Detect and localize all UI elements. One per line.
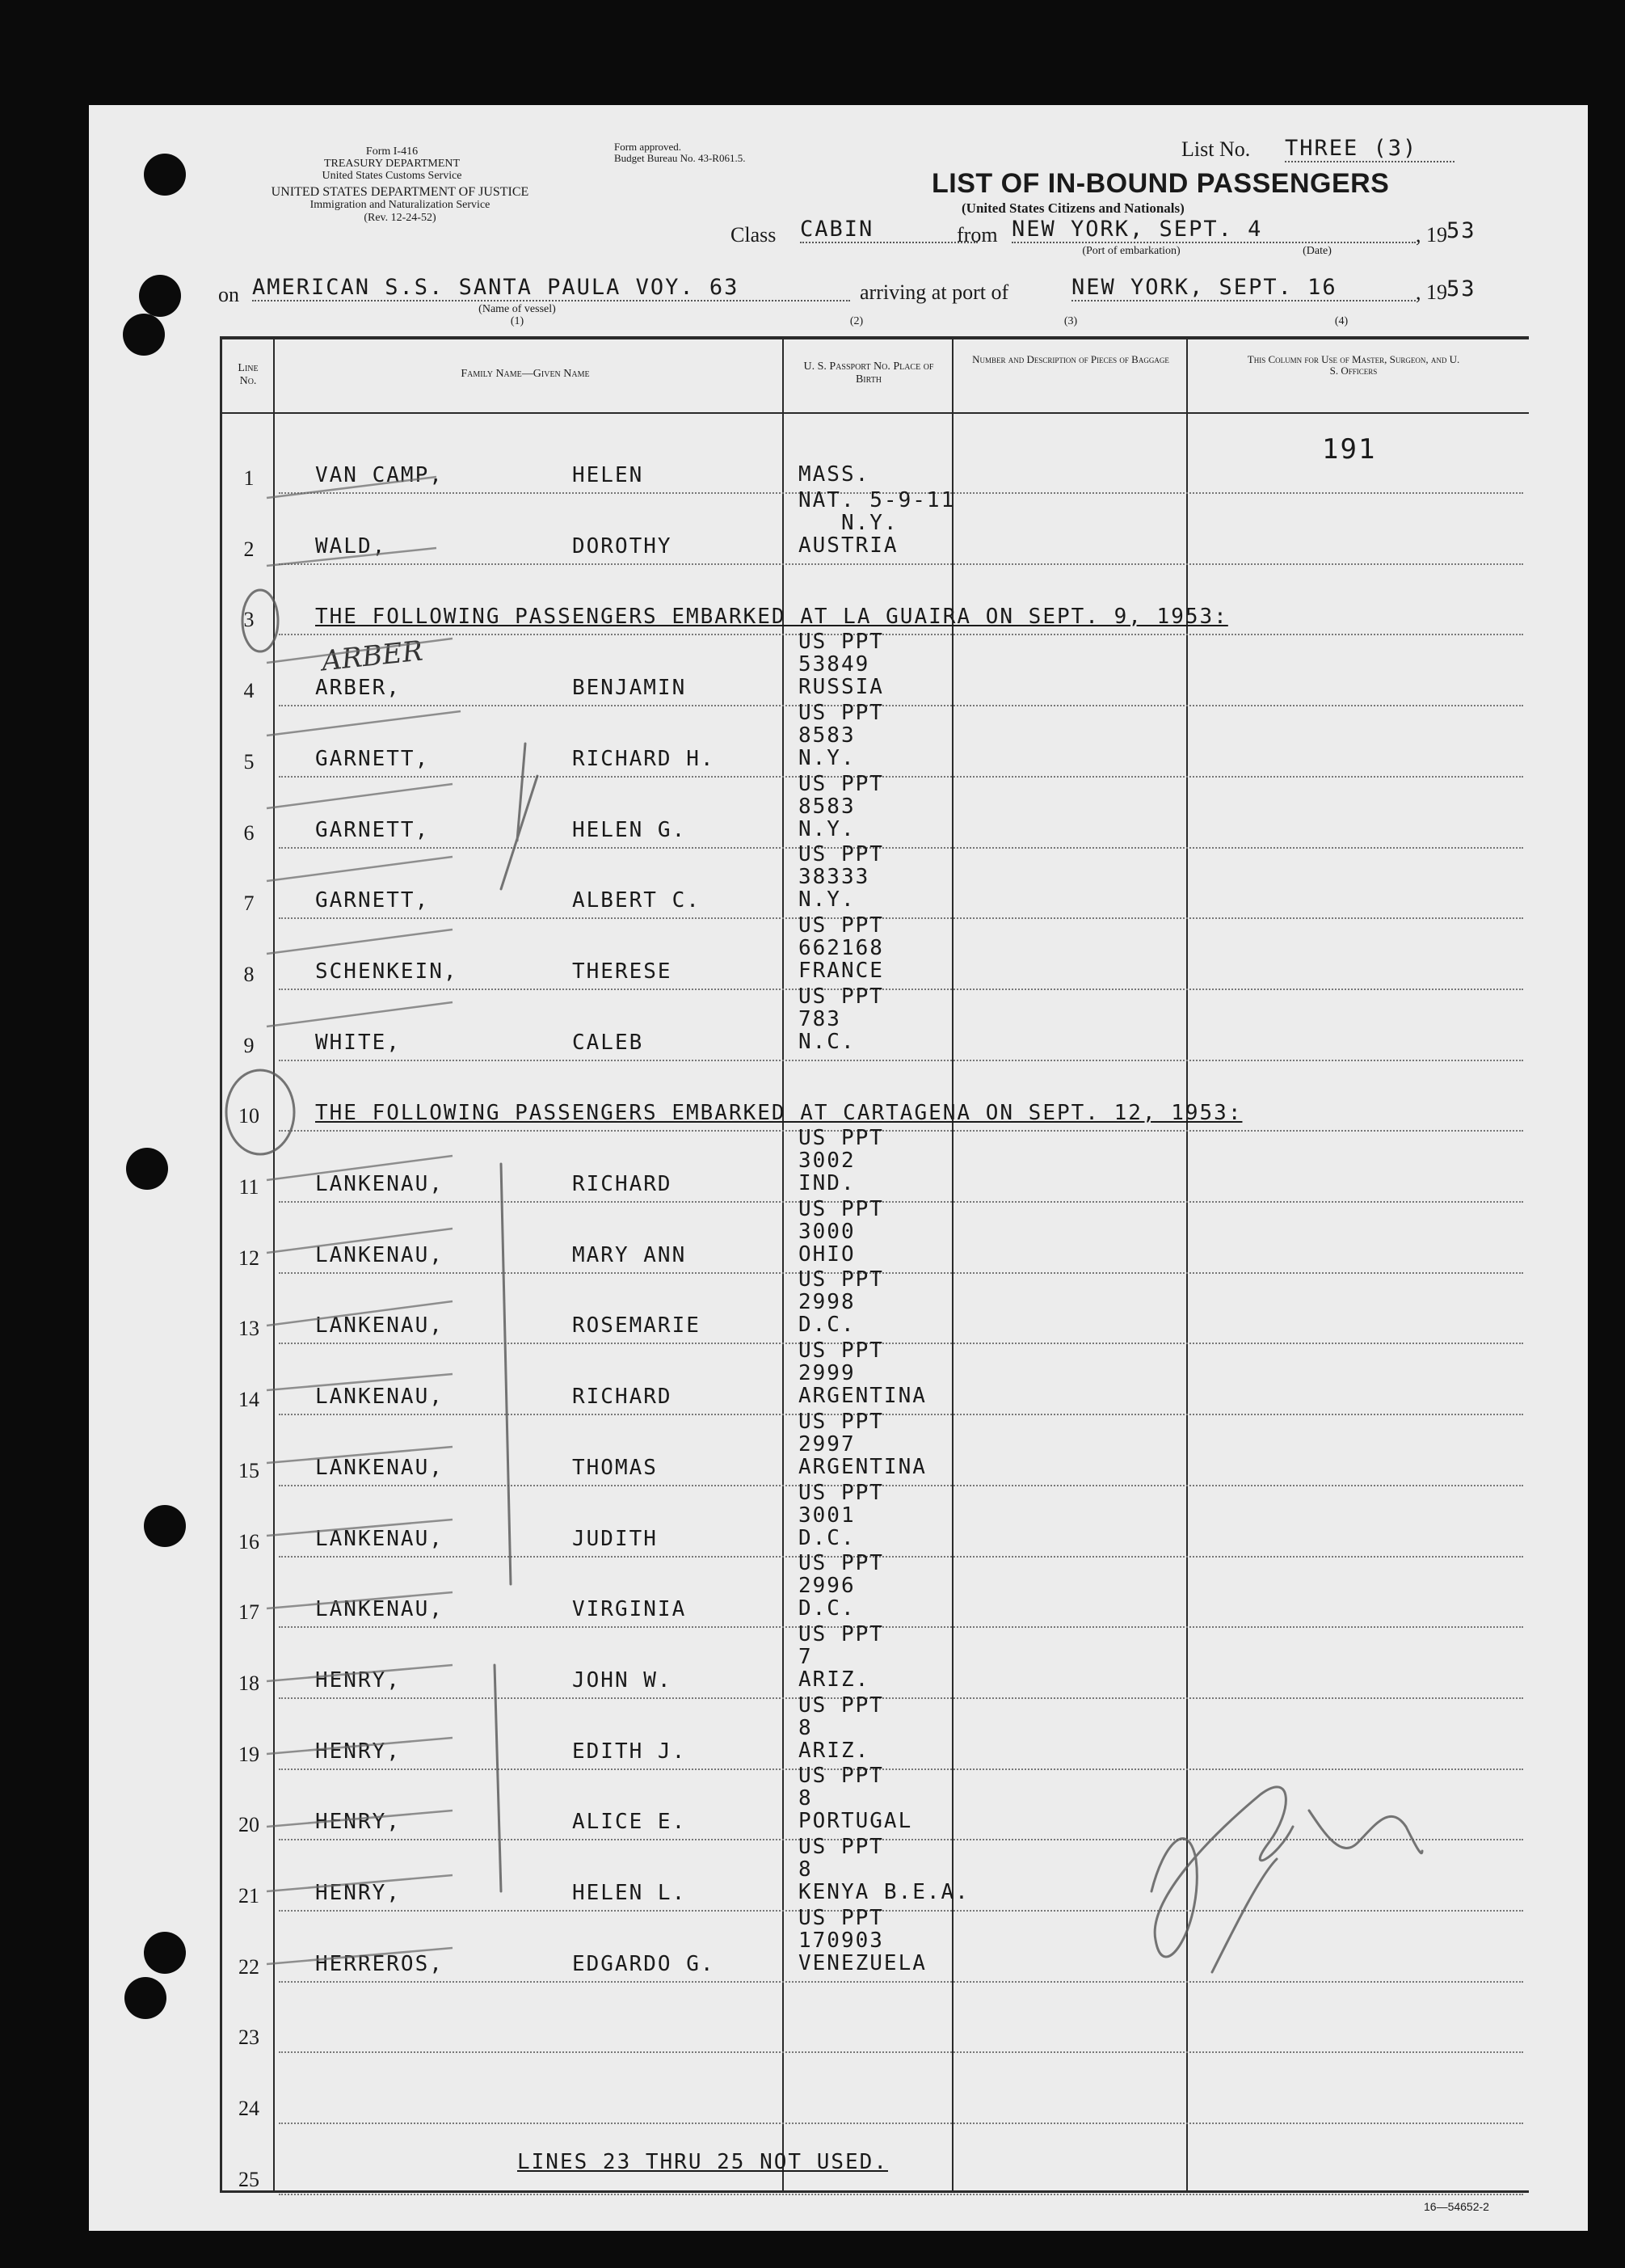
row-rule bbox=[279, 1485, 1523, 1486]
line-number: 16 bbox=[238, 1530, 259, 1553]
family-name: SCHENKEIN, bbox=[315, 959, 458, 984]
date-caption: (Date) bbox=[1303, 245, 1332, 257]
family-name: LANKENAU, bbox=[315, 1172, 444, 1196]
passport-birthplace: US PPT 8583 N.Y. bbox=[798, 772, 884, 841]
binder-hole bbox=[124, 1977, 166, 2019]
line-number: 3 bbox=[243, 608, 255, 631]
family-name: HENRY, bbox=[315, 1810, 401, 1834]
row-rule bbox=[279, 847, 1523, 849]
not-used-note: LINES 23 THRU 25 NOT USED. bbox=[517, 2150, 888, 2174]
customs-label: United States Customs Service bbox=[322, 170, 462, 182]
col-officers: This Column for Use of Master, Surgeon, and U. S. Officers bbox=[1247, 353, 1460, 377]
given-name: HELEN G. bbox=[572, 818, 687, 842]
embarkation-note: THE FOLLOWING PASSENGERS EMBARKED AT CARTAGENA ON SEPT. 12, 1953: bbox=[315, 1101, 1243, 1125]
row-rule bbox=[279, 705, 1523, 706]
revision-label: (Rev. 12-24-52) bbox=[364, 212, 436, 224]
passport-birthplace: US PPT 3002 IND. bbox=[798, 1126, 884, 1195]
given-name: RICHARD bbox=[572, 1172, 672, 1196]
row-rule bbox=[279, 917, 1523, 919]
vessel-caption: (Name of vessel) (1) bbox=[478, 303, 556, 327]
col-passport: U. S. Passport No. Place of Birth bbox=[803, 360, 934, 386]
binder-hole bbox=[126, 1148, 168, 1190]
form-block bbox=[271, 145, 513, 182]
given-name: EDITH J. bbox=[572, 1739, 687, 1764]
passport-birthplace: US PPT 38333 N.Y. bbox=[798, 842, 884, 912]
family-name: WALD, bbox=[315, 534, 387, 559]
col-line-no: Line No. bbox=[238, 362, 259, 387]
passport-birthplace: US PPT 3000 OHIO bbox=[798, 1197, 884, 1267]
given-name: EDGARDO G. bbox=[572, 1952, 715, 1976]
approval-block bbox=[614, 141, 745, 164]
family-name: HENRY, bbox=[315, 1739, 401, 1764]
from-year: 53 bbox=[1446, 218, 1476, 243]
ins-label: Immigration and Naturalization Service bbox=[309, 199, 490, 211]
row-rule bbox=[279, 2194, 1523, 2195]
page-title: LIST OF IN-BOUND PASSENGERS bbox=[932, 168, 1390, 199]
line-number: 15 bbox=[238, 1459, 259, 1482]
line-number: 18 bbox=[238, 1671, 259, 1695]
treasury-label: TREASURY DEPARTMENT bbox=[323, 158, 461, 170]
passport-birthplace: US PPT 2997 ARGENTINA bbox=[798, 1410, 927, 1479]
row-rule bbox=[279, 1130, 1523, 1132]
line-number: 9 bbox=[243, 1034, 255, 1057]
line-number: 4 bbox=[243, 679, 255, 702]
family-name: GARNETT, bbox=[315, 818, 430, 842]
given-name: CALEB bbox=[572, 1031, 644, 1055]
row-rule bbox=[279, 1556, 1523, 1558]
given-name: ALBERT C. bbox=[572, 888, 701, 913]
passport-birthplace: US PPT 8 ARIZ. bbox=[798, 1693, 884, 1763]
family-name: VAN CAMP, bbox=[315, 463, 444, 487]
footer-code: 16—54652-2 bbox=[1424, 2200, 1489, 2213]
passport-birthplace: US PPT 3001 D.C. bbox=[798, 1481, 884, 1550]
page-subtitle: (United States Citizens and Nationals) bbox=[962, 200, 1185, 216]
line-number: 8 bbox=[243, 963, 255, 986]
row-rule bbox=[279, 1272, 1523, 1274]
table-header-rule bbox=[220, 412, 1529, 414]
passport-birthplace: MASS. bbox=[798, 462, 870, 487]
table-left-rule bbox=[220, 336, 222, 2193]
family-name: LANKENAU, bbox=[315, 1597, 444, 1621]
line-number: 2 bbox=[243, 537, 255, 561]
given-name: HELEN L. bbox=[572, 1881, 687, 1905]
passport-birthplace: US PPT 2999 ARGENTINA bbox=[798, 1338, 927, 1408]
given-name: THOMAS bbox=[572, 1456, 658, 1480]
line-number: 6 bbox=[243, 821, 255, 845]
line-number: 25 bbox=[238, 2168, 259, 2191]
line-number: 24 bbox=[238, 2097, 259, 2120]
class-value: CABIN bbox=[800, 217, 978, 243]
line-number: 23 bbox=[238, 2026, 259, 2049]
line-number: 19 bbox=[238, 1743, 259, 1766]
passport-birthplace: US PPT 2996 D.C. bbox=[798, 1551, 884, 1621]
line-number: 13 bbox=[238, 1317, 259, 1340]
row-rule bbox=[279, 1060, 1523, 1061]
binder-hole bbox=[139, 275, 181, 317]
passport-birthplace: US PPT 8583 N.Y. bbox=[798, 701, 884, 770]
passport-birthplace: US PPT 170903 VENEZUELA bbox=[798, 1906, 927, 1975]
family-name: LANKENAU, bbox=[315, 1243, 444, 1267]
family-name: LANKENAU, bbox=[315, 1385, 444, 1409]
row-rule bbox=[279, 989, 1523, 990]
row-rule bbox=[279, 1626, 1523, 1628]
given-name: RICHARD bbox=[572, 1385, 672, 1409]
passport-birthplace: US PPT 662168 FRANCE bbox=[798, 913, 884, 983]
list-no-value: THREE (3) bbox=[1285, 136, 1455, 162]
family-name: GARNETT, bbox=[315, 747, 430, 771]
line-number: 14 bbox=[238, 1388, 259, 1411]
officer-number: 191 bbox=[1322, 433, 1377, 466]
passport-birthplace: US PPT 53849 RUSSIA bbox=[798, 630, 884, 699]
arrival-port: NEW YORK, SEPT. 16 bbox=[1071, 275, 1416, 301]
binder-hole bbox=[144, 1505, 186, 1547]
list-no-label: List No. bbox=[1181, 137, 1251, 161]
from-label: from bbox=[957, 223, 998, 247]
binder-hole bbox=[123, 314, 165, 356]
given-name: BENJAMIN bbox=[572, 676, 687, 700]
line-number: 17 bbox=[238, 1600, 259, 1624]
row-rule bbox=[279, 1201, 1523, 1203]
given-name: JOHN W. bbox=[572, 1668, 672, 1693]
row-rule bbox=[279, 2051, 1523, 2053]
given-name: MARY ANN bbox=[572, 1243, 687, 1267]
arriving-label: arriving at port of bbox=[860, 280, 1009, 304]
line-number: 21 bbox=[238, 1884, 259, 1908]
passport-birthplace: US PPT 8 KENYA B.E.A. bbox=[798, 1835, 970, 1904]
family-name: WHITE, bbox=[315, 1031, 401, 1055]
family-name: HERREROS, bbox=[315, 1952, 444, 1976]
given-name: RICHARD H. bbox=[572, 747, 715, 771]
passport-birthplace: US PPT 8 PORTUGAL bbox=[798, 1764, 913, 1833]
line-number: 22 bbox=[238, 1955, 259, 1979]
form-number: Form I-416 bbox=[365, 145, 419, 158]
col-baggage: Number and Description of Pieces of Baggage bbox=[972, 353, 1169, 365]
line-number: 20 bbox=[238, 1813, 259, 1836]
given-name: ROSEMARIE bbox=[572, 1313, 701, 1338]
handwritten-name: ARBER bbox=[320, 634, 425, 678]
family-name: LANKENAU, bbox=[315, 1456, 444, 1480]
binder-hole bbox=[144, 154, 186, 196]
caption-3: (3) bbox=[1063, 315, 1078, 327]
line-number: 7 bbox=[243, 892, 255, 915]
family-name: HENRY, bbox=[315, 1668, 401, 1693]
row-rule bbox=[279, 1981, 1523, 1983]
passport-birthplace: US PPT 7 ARIZ. bbox=[798, 1622, 884, 1692]
family-name: GARNETT, bbox=[315, 888, 430, 913]
row-rule bbox=[279, 1697, 1523, 1699]
table-bottom-rule bbox=[220, 2190, 1529, 2193]
budget-label: Budget Bureau No. 43-R061.5. bbox=[614, 152, 746, 164]
family-name: LANKENAU, bbox=[315, 1527, 444, 1551]
given-name: DOROTHY bbox=[572, 534, 672, 559]
row-rule bbox=[279, 776, 1523, 778]
row-rule bbox=[279, 2123, 1523, 2124]
given-name: VIRGINIA bbox=[572, 1597, 687, 1621]
family-name: LANKENAU, bbox=[315, 1313, 444, 1338]
vessel-name: AMERICAN S.S. SANTA PAULA VOY. 63 bbox=[252, 275, 850, 301]
family-name: ARBER, bbox=[315, 676, 401, 700]
col-name: Family Name—Given Name bbox=[461, 368, 590, 380]
class-label: Class bbox=[730, 223, 777, 247]
justice-block bbox=[218, 186, 582, 225]
row-rule bbox=[279, 563, 1523, 565]
binder-hole bbox=[144, 1932, 186, 1974]
passport-birthplace: US PPT 2998 D.C. bbox=[798, 1267, 884, 1337]
line-number: 11 bbox=[238, 1175, 259, 1199]
given-name: ALICE E. bbox=[572, 1810, 687, 1834]
approval-label: Form approved. bbox=[614, 141, 682, 153]
embarkation-note: THE FOLLOWING PASSENGERS EMBARKED AT LA GUAIRA ON SEPT. 9, 1953: bbox=[315, 605, 1228, 629]
caption-2: (2) bbox=[849, 315, 864, 327]
arriving-year: 53 bbox=[1446, 276, 1476, 301]
passport-birthplace: NAT. 5-9-11 N.Y. AUSTRIA bbox=[798, 488, 956, 558]
table-top-rule bbox=[220, 336, 1529, 339]
row-rule bbox=[279, 634, 1523, 635]
from-value: NEW YORK, SEPT. 4 bbox=[1012, 217, 1416, 243]
caption-4: (4) bbox=[1334, 315, 1349, 327]
line-number: 5 bbox=[243, 750, 255, 774]
line-number: 1 bbox=[243, 466, 255, 490]
on-label: on bbox=[218, 283, 239, 306]
arriving-year-prefix: , 19 bbox=[1416, 280, 1447, 304]
from-year-prefix: , 19 bbox=[1416, 223, 1447, 247]
given-name: JUDITH bbox=[572, 1527, 658, 1551]
justice-label: UNITED STATES DEPARTMENT OF JUSTICE bbox=[271, 185, 529, 199]
given-name: THERESE bbox=[572, 959, 672, 984]
passport-birthplace: US PPT 783 N.C. bbox=[798, 984, 884, 1054]
line-number: 12 bbox=[238, 1246, 259, 1270]
line-col-rule bbox=[273, 336, 275, 2193]
port-caption: (Port of embarkation) bbox=[1082, 245, 1181, 257]
line-number: 10 bbox=[238, 1104, 259, 1128]
given-name: HELEN bbox=[572, 463, 644, 487]
family-name: HENRY, bbox=[315, 1881, 401, 1905]
